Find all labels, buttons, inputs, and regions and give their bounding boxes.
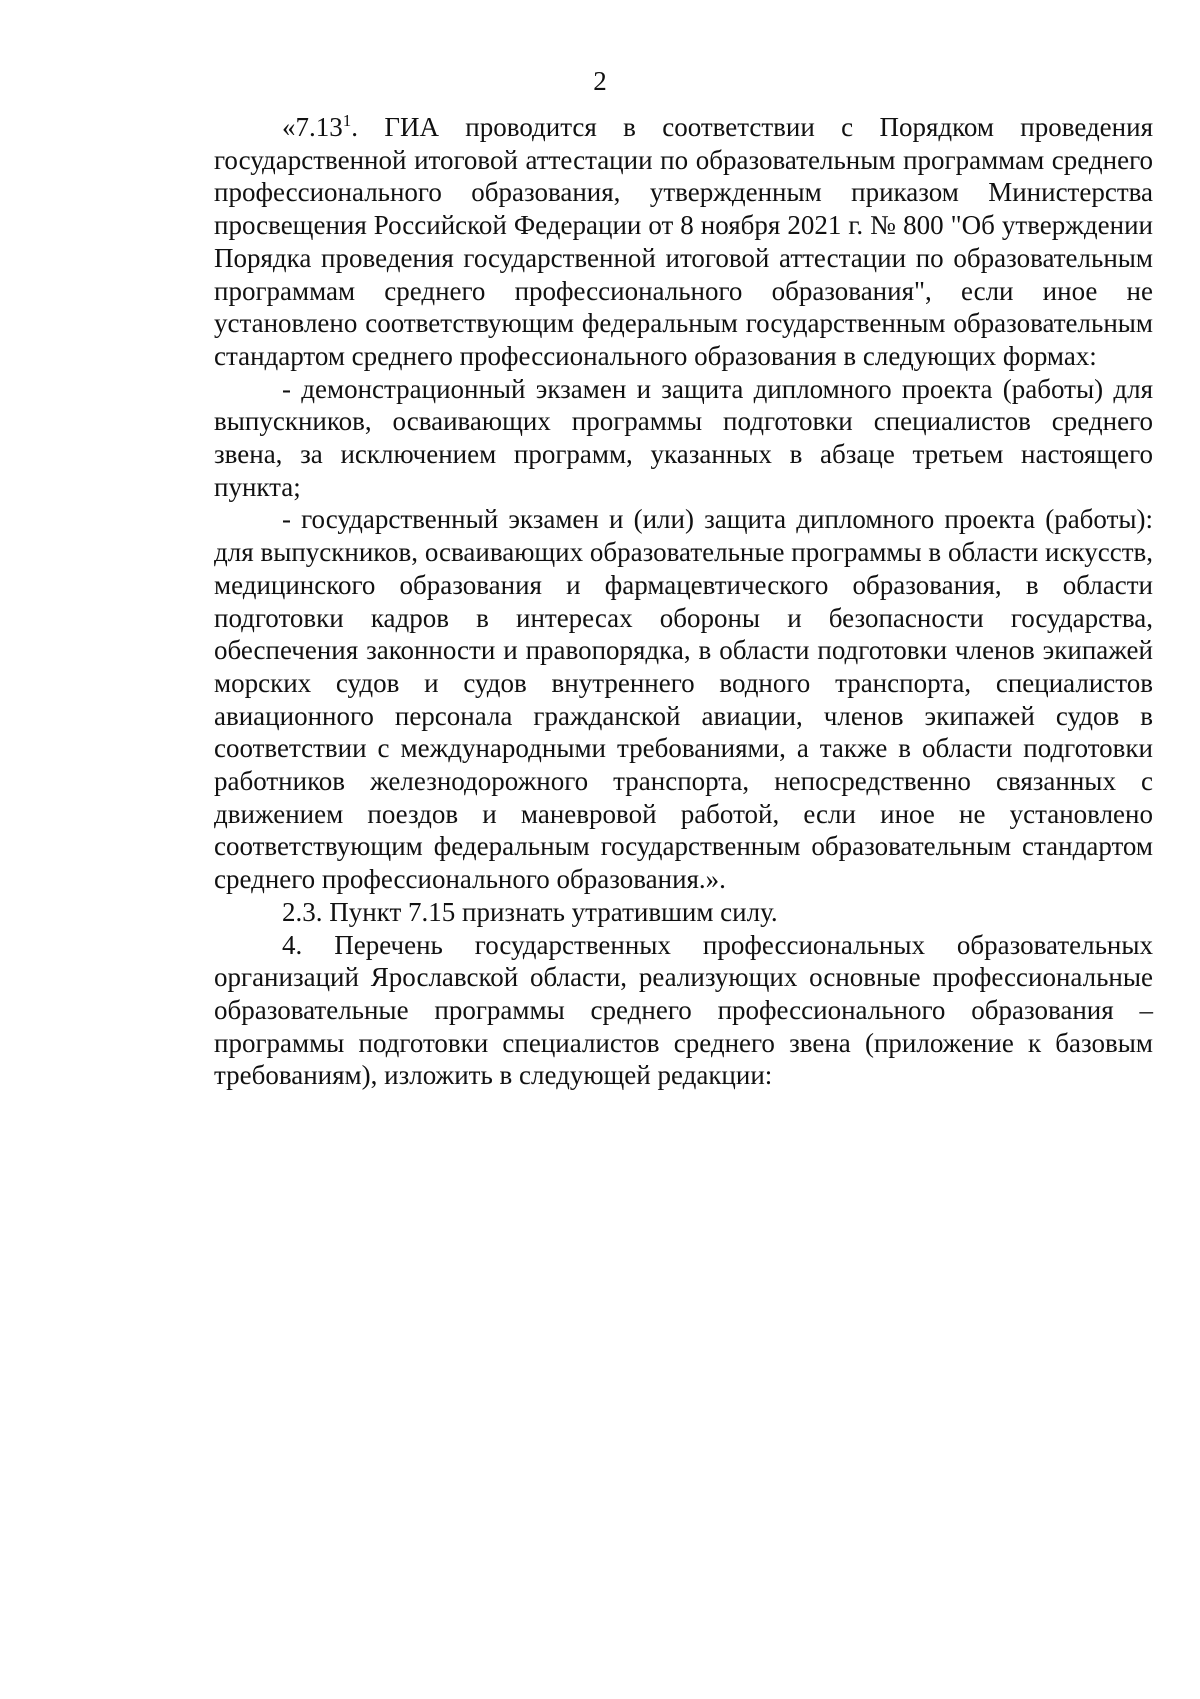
- paragraph-state-exam: - государственный экзамен и (или) защита дипломного проекта (работы): для выпускников, осваивающих образовательные программы в области искусств, медицинского образования и фармацевтического образования, в области подготовки кадров в интересах обороны и безопасности государства, обеспечения законности и правопорядка, в области подготовки членов экипажей морских судов и судов внутреннего водного транспорта, специалистов авиационного персонала гражданской авиации, членов экипажей судов в соответствии с международными требованиями, а также в области подготовки работников железнодорожного транспорта, непосредственно связанных с движением поездов и маневровой работой, если иное не установлено соответствующим федеральным государственным образовательным стандартом среднего профессионального образования.».: [214, 504, 1153, 895]
- paragraph-2-3: 2.3. Пункт 7.15 признать утратившим силу.: [282, 896, 778, 927]
- paragraph-text: . ГИА проводится в соответствии с Порядком проведения государственной итоговой аттестации по образовательным программам среднего профессионального образования, утвержденным приказом Министерства просвещения Российской Федерации от 8 ноября 2021 г. № 800 "Об утверждении Порядка проведения государственной итоговой аттестации по образовательным программам среднего профессионального образования", если иное не установлено соответствующим федеральным государственным образовательным стандартом среднего профессионального образования в следующих формах:: [214, 112, 1153, 371]
- clause-superscript: 1: [342, 111, 352, 130]
- clause-number: «7.13: [282, 112, 343, 142]
- paragraph-7-13-1: [214, 111, 1153, 373]
- page-number: 2: [593, 66, 607, 96]
- document-body: [214, 111, 1153, 1092]
- paragraph-demo-exam: - демонстрационный экзамен и защита дипломного проекта (работы) для выпускников, осваивающих программы подготовки специалистов среднего звена, за исключением программ, указанных в абзаце третьем настоящего пункта;: [214, 373, 1153, 502]
- paragraph-4: 4. Перечень государственных профессиональных образовательных организаций Ярославской области, реализующих основные профессиональные образовательные программы среднего профессионального образования – программы подготовки специалистов среднего звена (приложение к базовым требованиям), изложить в следующей редакции:: [214, 929, 1153, 1091]
